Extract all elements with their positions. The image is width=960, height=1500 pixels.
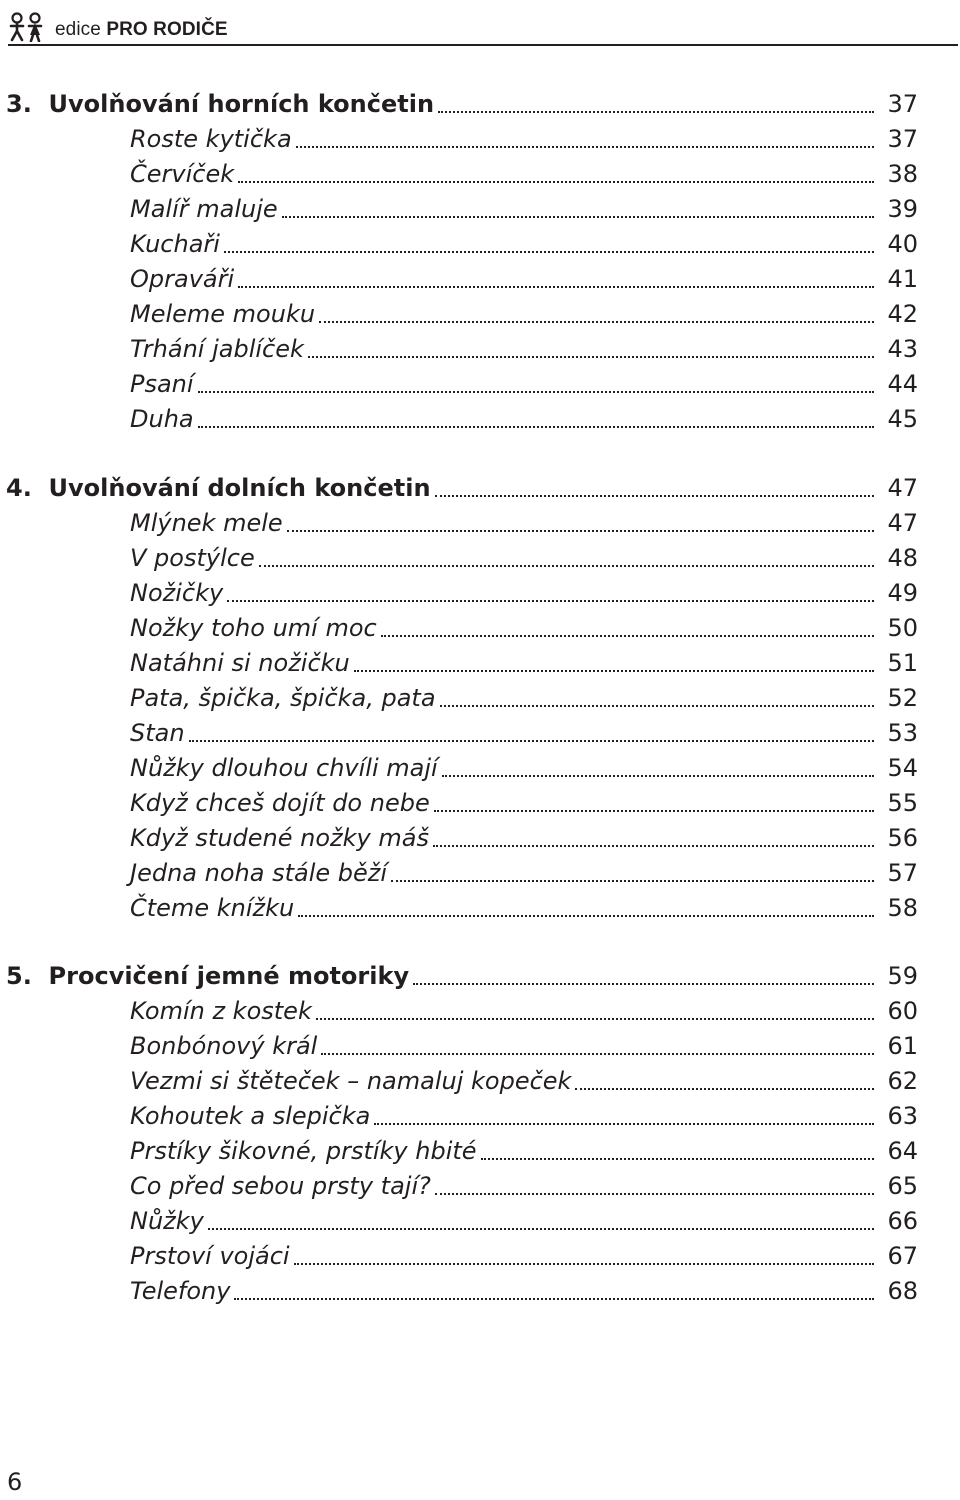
dot-leader [208,1227,874,1230]
toc-entry-row [6,262,918,297]
dot-leader [434,809,874,812]
dot-leader [575,1087,874,1090]
entry-title: Nožičky [130,578,224,607]
entry-title: Červíček [130,160,235,188]
entry-title: Komín z kostek [130,997,312,1025]
toc-chapter-row [6,87,918,122]
page-ref: 45 [887,405,918,433]
dot-leader [413,982,874,985]
toc-chapter-row [6,959,918,994]
entry-title: Co před sebou prsty tají? [130,1172,431,1200]
dot-leader [381,634,874,637]
toc-entry-row [6,786,918,821]
toc-entry-row [6,576,918,611]
dot-leader [294,1262,874,1265]
entry-title: Psaní [130,370,194,398]
entry-title: Duha [130,405,194,433]
dot-leader [435,1192,874,1195]
page-ref: 66 [887,1207,918,1235]
series-title [55,19,228,41]
page-ref: 47 [887,508,918,537]
dot-leader [198,425,874,428]
entry-title: Když studené nožky máš [130,823,429,852]
dot-leader [435,494,874,497]
dot-leader [308,355,874,358]
dot-leader [259,564,874,567]
two-children-icon [8,12,46,42]
page-ref: 61 [887,1032,918,1060]
page-ref: 51 [887,648,918,677]
toc-entry-row [6,1204,918,1239]
entry-title: Stan [130,718,185,747]
toc-entry-row [6,681,918,716]
entry-title: Malíř maluje [130,195,278,223]
chapter-name: Uvolňování dolních končetin [48,473,431,502]
dot-leader [298,914,874,917]
toc-entry-row [6,541,918,576]
toc-entry-row [6,994,918,1029]
toc-entry-row [6,506,918,541]
page-ref: 63 [887,1102,918,1130]
dot-leader [321,1052,874,1055]
toc-entry-row [6,157,918,192]
entry-title: Čteme knížku [130,893,295,922]
toc-entry-row [6,332,918,367]
dot-leader [282,215,874,218]
page-ref: 48 [887,543,918,572]
entry-title: Kohoutek a slepička [130,1102,371,1130]
chapter-number: 5. [6,962,32,990]
page-ref: 52 [887,683,918,712]
dot-leader [189,739,874,742]
page-ref: 67 [887,1242,918,1270]
dot-leader [481,1157,874,1160]
chapter-title [6,87,434,122]
toc-chapter-row [6,471,918,506]
page-ref: 43 [887,335,918,363]
page-ref: 37 [887,125,918,153]
toc-section [6,959,918,1309]
page-ref: 55 [887,788,918,817]
entry-title: Mlýnek mele [130,508,283,537]
toc-entry-row [6,367,918,402]
dot-leader [433,844,874,847]
toc-entry-row [6,1099,918,1134]
toc-entry-row [6,402,918,437]
chapter-title [6,959,409,994]
dot-leader [316,1017,874,1020]
page-ref: 62 [887,1067,918,1095]
toc-section [6,87,918,437]
entry-title: Nůžky dlouhou chvíli mají [130,753,438,782]
toc-entry-row [6,611,918,646]
page-number: 6 [7,1468,23,1496]
toc-entry-row [6,1064,918,1099]
dot-leader [198,390,874,393]
table-of-contents [6,87,918,1343]
page-ref: 40 [887,230,918,258]
entry-title: Bonbónový král [130,1032,318,1060]
entry-title: Prstíky šikovné, prstíky hbité [130,1137,477,1165]
dot-leader [238,180,874,183]
page-ref: 38 [887,160,918,188]
page-ref: 54 [887,753,918,782]
page-ref: 44 [887,370,918,398]
entry-title: Když chceš dojít do nebe [130,788,430,817]
page-ref: 68 [887,1277,918,1305]
page-ref: 37 [887,90,918,118]
toc-entry-row [6,1029,918,1064]
dot-leader [354,669,874,672]
toc-entry-row [6,122,918,157]
dot-leader [319,320,874,323]
dot-leader [438,110,874,113]
toc-entry-row [6,821,918,856]
entry-title: Opraváři [130,265,235,293]
chapter-number: 4. [6,473,32,502]
page-ref: 65 [887,1172,918,1200]
page-ref: 49 [887,578,918,607]
toc-entry-row [6,716,918,751]
dot-leader [442,774,874,777]
entry-title: Roste kytička [130,125,292,153]
page-ref: 53 [887,718,918,747]
dot-leader [287,529,874,532]
toc-entry-row [6,646,918,681]
toc-entry-row [6,1134,918,1169]
entry-title: Jedna noha stále běží [130,858,388,887]
page-header [8,6,958,46]
entry-title: Meleme mouku [130,300,316,328]
toc-entry-row [6,297,918,332]
toc-entry-row [6,1274,918,1309]
entry-title: Nůžky [130,1207,204,1235]
entry-title: Nožky toho umí moc [130,613,377,642]
page-ref: 57 [887,858,918,887]
toc-entry-row [6,891,918,926]
page-ref: 56 [887,823,918,852]
page-ref: 59 [887,962,918,990]
toc-entry-row [6,1169,918,1204]
entry-title: Prstoví vojáci [130,1242,290,1270]
dot-leader [238,285,874,288]
page-ref: 50 [887,613,918,642]
entry-title: Natáhni si nožičku [130,648,350,677]
page-ref: 41 [887,265,918,293]
chapter-number: 3. [6,90,32,118]
chapter-title [6,471,431,506]
toc-entry-row [6,227,918,262]
series-name: PRO RODIČE [106,19,228,40]
dot-leader [296,145,874,148]
page-ref: 64 [887,1137,918,1165]
dot-leader [224,250,874,253]
toc-entry-row [6,192,918,227]
chapter-name: Uvolňování horních končetin [48,90,435,118]
page-ref: 42 [887,300,918,328]
page-ref: 39 [887,195,918,223]
toc-section [6,471,918,926]
entry-title: V postýlce [130,543,255,572]
page-ref: 60 [887,997,918,1025]
dot-leader [440,704,874,707]
series-label: edice [55,19,101,40]
page-ref: 58 [887,893,918,922]
entry-title: Trhání jablíček [130,335,304,363]
entry-title: Telefony [130,1277,231,1305]
entry-title: Vezmi si štěteček – namaluj kopeček [130,1067,572,1095]
toc-entry-row [6,751,918,786]
page-ref: 47 [887,473,918,502]
entry-title: Pata, špička, špička, pata [130,683,436,712]
dot-leader [391,879,874,882]
toc-entry-row [6,856,918,891]
chapter-name: Procvičení jemné motoriky [48,962,410,990]
toc-entry-row [6,1239,918,1274]
dot-leader [374,1122,874,1125]
dot-leader [227,599,874,602]
dot-leader [234,1297,874,1300]
entry-title: Kuchaři [130,230,220,258]
